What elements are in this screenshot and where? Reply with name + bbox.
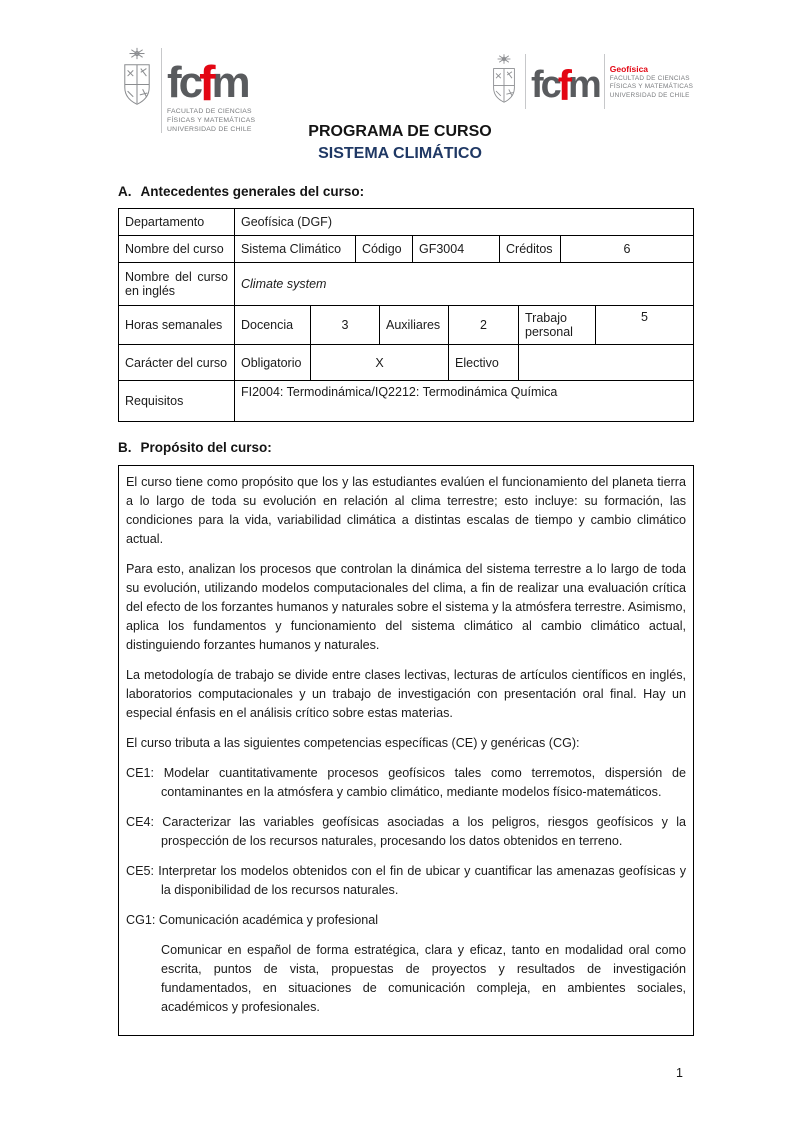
creditos-label: Créditos <box>499 236 560 262</box>
faculty-caption: FACULTAD DE CIENCIAS FÍSICAS Y MATEMÁTICAS UNIVERSIDAD DE CHILE <box>167 108 256 133</box>
fcfm-wordmark: fcfm <box>167 56 248 111</box>
uchile-shield-icon <box>488 52 520 111</box>
fcfm-logo-right-geofisica <box>488 52 693 111</box>
nombre-ingles-value: Climate system <box>234 263 693 305</box>
obligatorio-label: Obligatorio <box>234 345 310 380</box>
purpose-paragraph: La metodología de trabajo se divide entre clases lectivas, lecturas de artículos científicos en inglés, laboratorios computacionales y un trabajo de investigación con presentación oral final. Hay un especial énfasis en el análisis crítico sobre estas materias. <box>126 668 686 720</box>
table-row-horas-semanales <box>119 305 693 344</box>
departamento-value: Geofísica (DGF) <box>234 209 693 235</box>
trabajo-personal-label: Trabajo personal <box>518 306 595 344</box>
docencia-value: 3 <box>310 306 379 344</box>
trabajo-personal-value: 5 <box>595 306 693 344</box>
page-number: 1 <box>676 1066 683 1080</box>
logo-divider <box>604 54 605 109</box>
course-title: SISTEMA CLIMÁTICO <box>318 145 482 162</box>
competency-ce5: CE5: Interpretar los modelos obtenidos con el fin de ubicar y cuantificar las amenazas geofísicas y la disponibilidad de los recursos naturales. <box>126 864 686 897</box>
course-info-table <box>118 208 694 422</box>
geofisica-label: Geofísica <box>609 64 649 74</box>
creditos-value: 6 <box>560 236 693 262</box>
row-label: Horas semanales <box>125 318 223 332</box>
auxiliares-value: 2 <box>448 306 518 344</box>
logo-divider <box>161 48 162 133</box>
competency-ce1: CE1: Modelar cuantitativamente procesos geofísicos tales como terremotos, dispersión de contaminantes en la atmósfera y cambio climático, mediante modelos físico-matemáticos. <box>126 766 687 799</box>
purpose-paragraph: Para esto, analizan los procesos que controlan la dinámica del sistema terrestre a lo largo de toda su evolución, utilizando modelos computacionales del clima, a fin de realizar una evaluación crítica del efecto de los forzantes humanos y naturales sobre el sistema y la atmósfera terrestre. Asimismo, aplica los fundamentos y funcionamiento del sistema climático al cambio climático actual, distinguiendo forzantes humanos y naturales. <box>126 562 686 652</box>
requisitos-value: FI2004: Termodinámica/IQ2212: Termodinámica Química <box>234 381 693 421</box>
codigo-label: Código <box>355 236 412 262</box>
competency-ce4: CE4: Caracterizar las variables geofísicas asociadas a los peligros, riesgos geofísicos y la prospección de los recursos naturales, procesando los datos obtenidos en terreno. <box>126 815 687 848</box>
table-row-requisitos <box>119 380 693 421</box>
faculty-caption: FACULTAD DE CIENCIAS FÍSICAS Y MATEMÁTICAS UNIVERSIDAD DE CHILE <box>609 75 694 99</box>
row-label: Requisitos <box>125 394 184 408</box>
purpose-paragraph: El curso tributa a las siguientes competencias específicas (CE) y genéricas (CG): <box>126 736 580 750</box>
section-a-heading: A. Antecedentes generales del curso: <box>118 184 365 199</box>
purpose-paragraph: El curso tiene como propósito que los y las estudiantes evalúen el funcionamiento del planeta tierra a lo largo de toda su evolución en relación al clima terrestre; esto incluye: su formación, las condiciones para la vida, variabilidad climática a distintas escalas de tiempo y cambio climático actual. <box>126 475 686 546</box>
docencia-label: Docencia <box>234 306 310 344</box>
nombre-curso-value: Sistema Climático <box>234 236 355 262</box>
table-row-nombre-ingles <box>119 262 693 305</box>
row-label: Nombre del curso en inglés <box>125 270 228 298</box>
auxiliares-label: Auxiliares <box>379 306 448 344</box>
document-title: PROGRAMA DE CURSO <box>308 123 492 140</box>
document-body <box>118 184 694 1036</box>
logo-divider <box>525 54 526 109</box>
cg1-detail-paragraph: Comunicar en español de forma estratégica, clara y eficaz, tanto en modalidad oral como escrita, puntos de vista, propuestas de proyectos y resultados de investigación fundamentados, en situaciones de comunicación compleja, en ambientes sociales, académicos y profesionales. <box>161 943 686 1014</box>
course-purpose-box <box>118 465 694 1036</box>
obligatorio-value: X <box>310 345 448 380</box>
table-row-departamento <box>119 209 693 235</box>
fcfm-wordmark: fcfm <box>531 62 599 110</box>
competency-cg1: CG1: Comunicación académica y profesional <box>126 913 379 927</box>
table-row-nombre-curso <box>119 235 693 262</box>
table-row-caracter <box>119 344 693 380</box>
electivo-value <box>518 345 693 380</box>
electivo-label: Electivo <box>448 345 518 380</box>
row-label: Departamento <box>125 215 205 229</box>
row-label: Carácter del curso <box>125 355 228 370</box>
row-label: Nombre del curso <box>125 242 224 256</box>
uchile-shield-icon <box>118 46 156 113</box>
codigo-value: GF3004 <box>412 236 499 262</box>
fcfm-logo-left <box>118 46 255 135</box>
section-b-heading: B. Propósito del curso: <box>118 440 272 455</box>
